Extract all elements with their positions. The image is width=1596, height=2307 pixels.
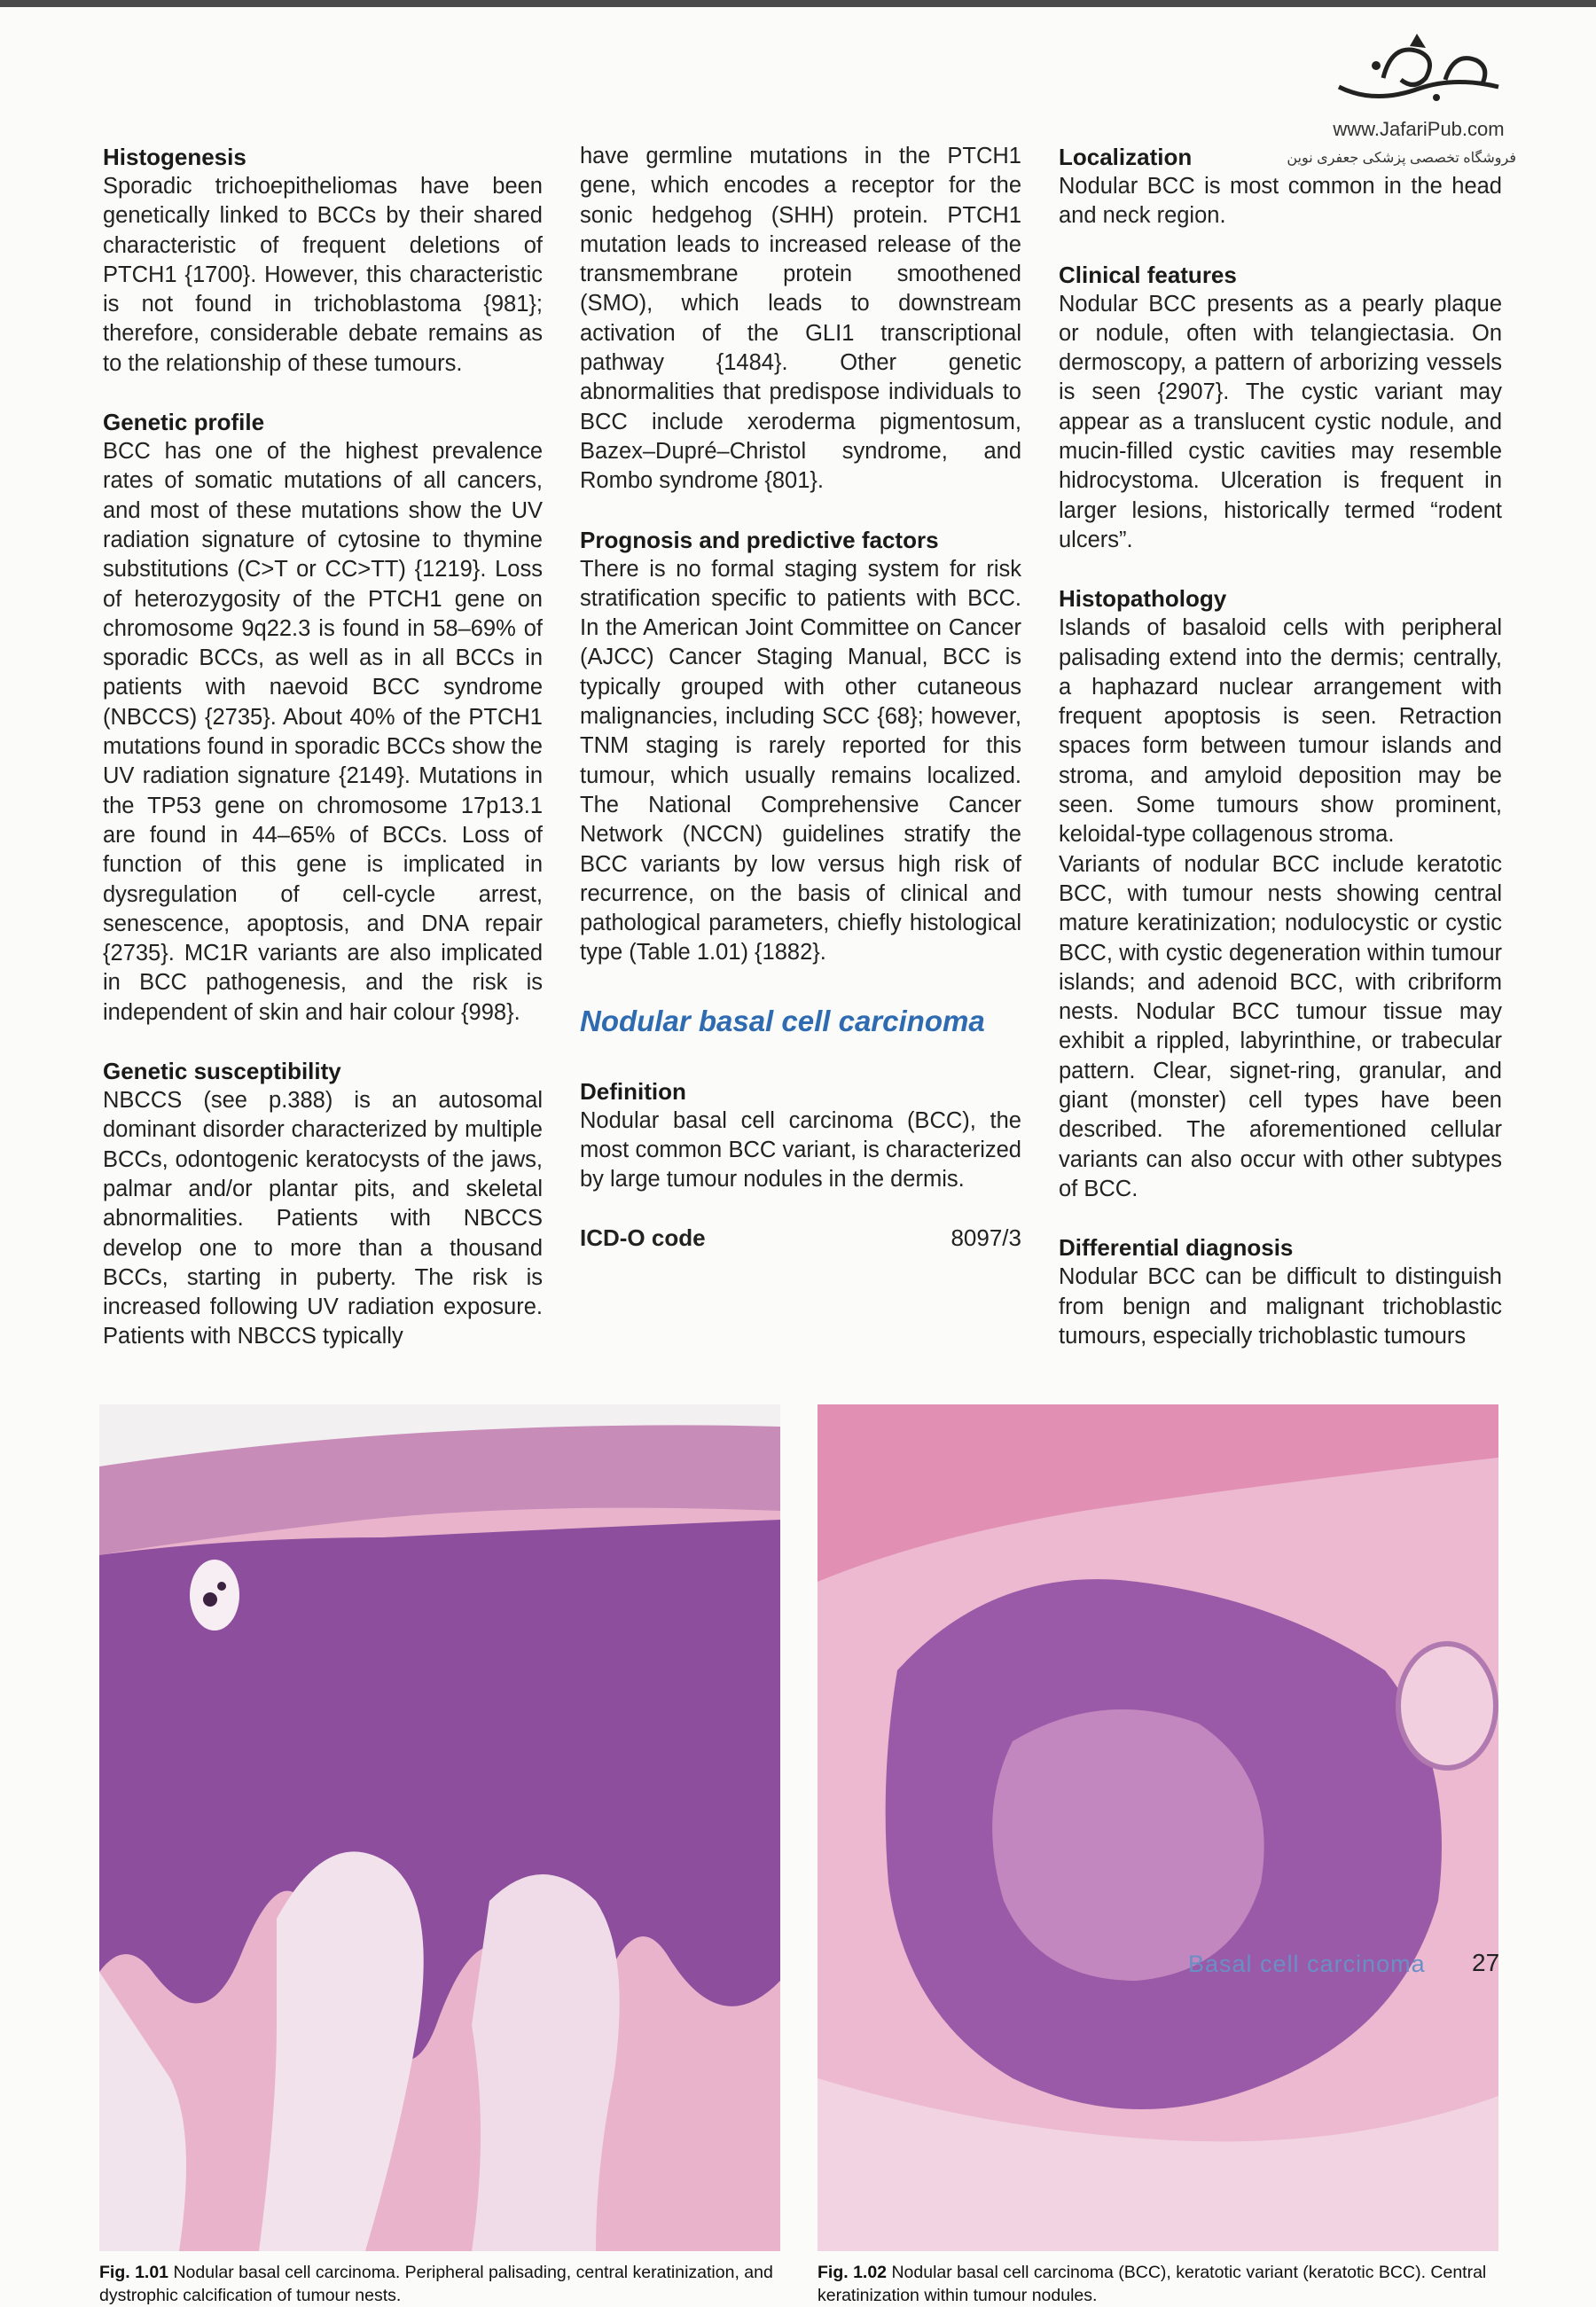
section-title: Nodular basal cell carcinoma [580, 1004, 985, 1037]
clinical-text: Nodular BCC presents as a pearly plaque or nodule, often with telangiectasia. On dermoscopy, a pattern of arborizing vessels is seen {2907}. The cystic variant may appear as a translucent cystic nodule, and mucin-filled cystic cavities may resemble hidrocystoma. Ulceration is frequent in larger lesions, historically termed “rodent ulcers”. [1059, 291, 1502, 552]
figure-1-caption [99, 2261, 782, 2307]
localization-heading: Localization [1059, 144, 1193, 170]
icd-label: ICD-O code [580, 1224, 706, 1251]
top-rule [0, 0, 1596, 7]
column-1 [103, 142, 543, 1352]
prognosis-text: There is no formal staging system for risk stratification specific to patients with BCC. In the American Joint Committee on Cancer (AJCC) Cancer Staging Manual, BCC is typically grouped with other cutaneous malignancies, including SCC {68}; however, TNM staging is rarely reported for this tumour, which usually remains localized. The National Comprehensive Cancer Network (NCCN) guidelines stratify the BCC variants by low versus high risk of recurrence, on the basis of clinical and pathological parameters, chiefly histological type (Table 1.01) {1882}. [580, 556, 1021, 966]
logo-persian-text: فروشگاه تخصصی پزشکی جعفری نوین [1287, 151, 1516, 166]
icd-code-row [580, 1224, 1021, 1253]
publisher-logo [1321, 25, 1516, 140]
histogenesis-text: Sporadic trichoepitheliomas have been genetically linked to BCCs by their shared characteristic of frequent deletions of PTCH1 {1700}. However, this characteristic is not found in trichoblastoma {981}; therefore, considerable debate remains as to the relationship of these tumours. [103, 174, 543, 376]
histology-image-icon [818, 1404, 1498, 2251]
column-3 [1059, 142, 1502, 1351]
figure-2-image [818, 1404, 1498, 2251]
logo-url: www.JafariPub.com [1333, 118, 1505, 140]
genetic-susceptibility-text: NBCCS (see p.388) is an autosomal dominant disorder characterized by multiple BCCs, odontogenic keratocysts of the jaws, palmar and/or plantar pits, and skeletal abnormalities. Patients with NBCCS develop one to more than a thousand BCCs, starting in puberty. The risk is increased following UV radiation exposure. Patients with NBCCS typically [103, 1088, 543, 1349]
figure-1-caption-text: Nodular basal cell carcinoma. Peripheral palisading, central keratinization, and dystrophic calcification of tumour nests. [99, 2263, 773, 2305]
differential-heading: Differential diagnosis [1059, 1234, 1294, 1262]
histopathology-text-1: Islands of basaloid cells with peripheral palisading extend into the dermis; centrally, a haphazard nuclear arrangement with frequent apoptosis is seen. Retraction spaces form between tumour islands and stroma, and amyloid deposition may be seen. Some tumours show prominent, keloidal-type collagenous stroma. [1059, 615, 1502, 848]
definition-text: Nodular basal cell carcinoma (BCC), the most common BCC variant, is characterized by large tumour nodules in the dermis. [580, 1107, 1021, 1193]
figure-2-caption-text: Nodular basal cell carcinoma (BCC), keratotic variant (keratotic BCC). Central keratinization within tumour nodules. [818, 2263, 1487, 2305]
calligraphy-logo-icon [1321, 25, 1516, 110]
histopathology-text-2: Variants of nodular BCC include keratotic BCC, with tumour nests showing central mature keratinization; nodulocystic or cystic BCC, with cystic degeneration within tumour islands; and adenoid BCC, with cribriform nests. Nodular BCC tumour tissue may exhibit a rippled, labyrinthine, or trabecular pattern. Clear, signet-ring, granular, and giant (monster) cell types have been described. The aforementioned cellular variants can also occur with other subtypes of BCC. [1059, 851, 1502, 1201]
page-number: 27 [1472, 1949, 1500, 1976]
genetic-profile-text: BCC has one of the highest prevalence rates of somatic mutations of all cancers, and most of these mutations show the UV radiation signature of cytosine to thymine substitutions (C>T or CC>TT) {1219}. Loss of heterozygosity of the PTCH1 gene on chromosome 9q22.3 is found in 58–69% of sporadic BCCs, as well as in all BCCs in patients with naevoid BCC syndrome (NBCCS) {2735}. About 40% of the PTCH1 mutations found in sporadic BCCs show the UV radiation signature {2149}. Mutations in the TP53 gene on chromosome 17p13.1 are found in 44–65% of BCCs. Loss of function of this gene is implicated in dysregulation of cell-cycle arrest, senescence, apoptosis, and DNA repair {2735}. MC1R variants are also implicated in BCC pathogenesis, and the risk is independent of skin and hair colour {998}. [103, 439, 543, 1025]
icd-value: 8097/3 [951, 1224, 1021, 1251]
genetic-susceptibility-heading: Genetic susceptibility [103, 1058, 341, 1085]
prognosis-heading: Prognosis and predictive factors [580, 526, 939, 553]
figure-1-label: Fig. 1.01 [99, 2263, 169, 2282]
definition-heading: Definition [580, 1077, 686, 1105]
localization-text: Nodular BCC is most common in the head and neck region. [1059, 174, 1502, 229]
column-2 [580, 142, 1021, 1253]
clinical-heading: Clinical features [1059, 261, 1237, 288]
histology-image-icon [99, 1404, 780, 2251]
continuation-text: have germline mutations in the PTCH1 gene, which encodes a receptor for the sonic hedgehog (SHH) protein. PTCH1 mutation leads to increased release of the transmembrane protein smoothened (SMO), which leads to downstream activation of the GLI1 transcriptional pathway {1484}. Other genetic abnormalities that predispose individuals to BCC include xeroderma pigmentosum, Bazex–Dupré–Christol syndrome, and Rombo syndrome {801}. [580, 144, 1021, 494]
figure-2-label: Fig. 1.02 [818, 2263, 888, 2282]
differential-text: Nodular BCC can be difficult to distinguish from benign and malignant trichoblastic tumours, especially trichoblastic tumours [1059, 1264, 1502, 1349]
genetic-profile-heading: Genetic profile [103, 409, 265, 436]
figure-1-image [99, 1404, 780, 2251]
running-head: Basal cell carcinoma [1188, 1951, 1426, 1977]
histogenesis-heading: Histogenesis [103, 144, 246, 170]
histopathology-heading: Histopathology [1059, 585, 1227, 613]
figure-2-caption [818, 2261, 1500, 2307]
